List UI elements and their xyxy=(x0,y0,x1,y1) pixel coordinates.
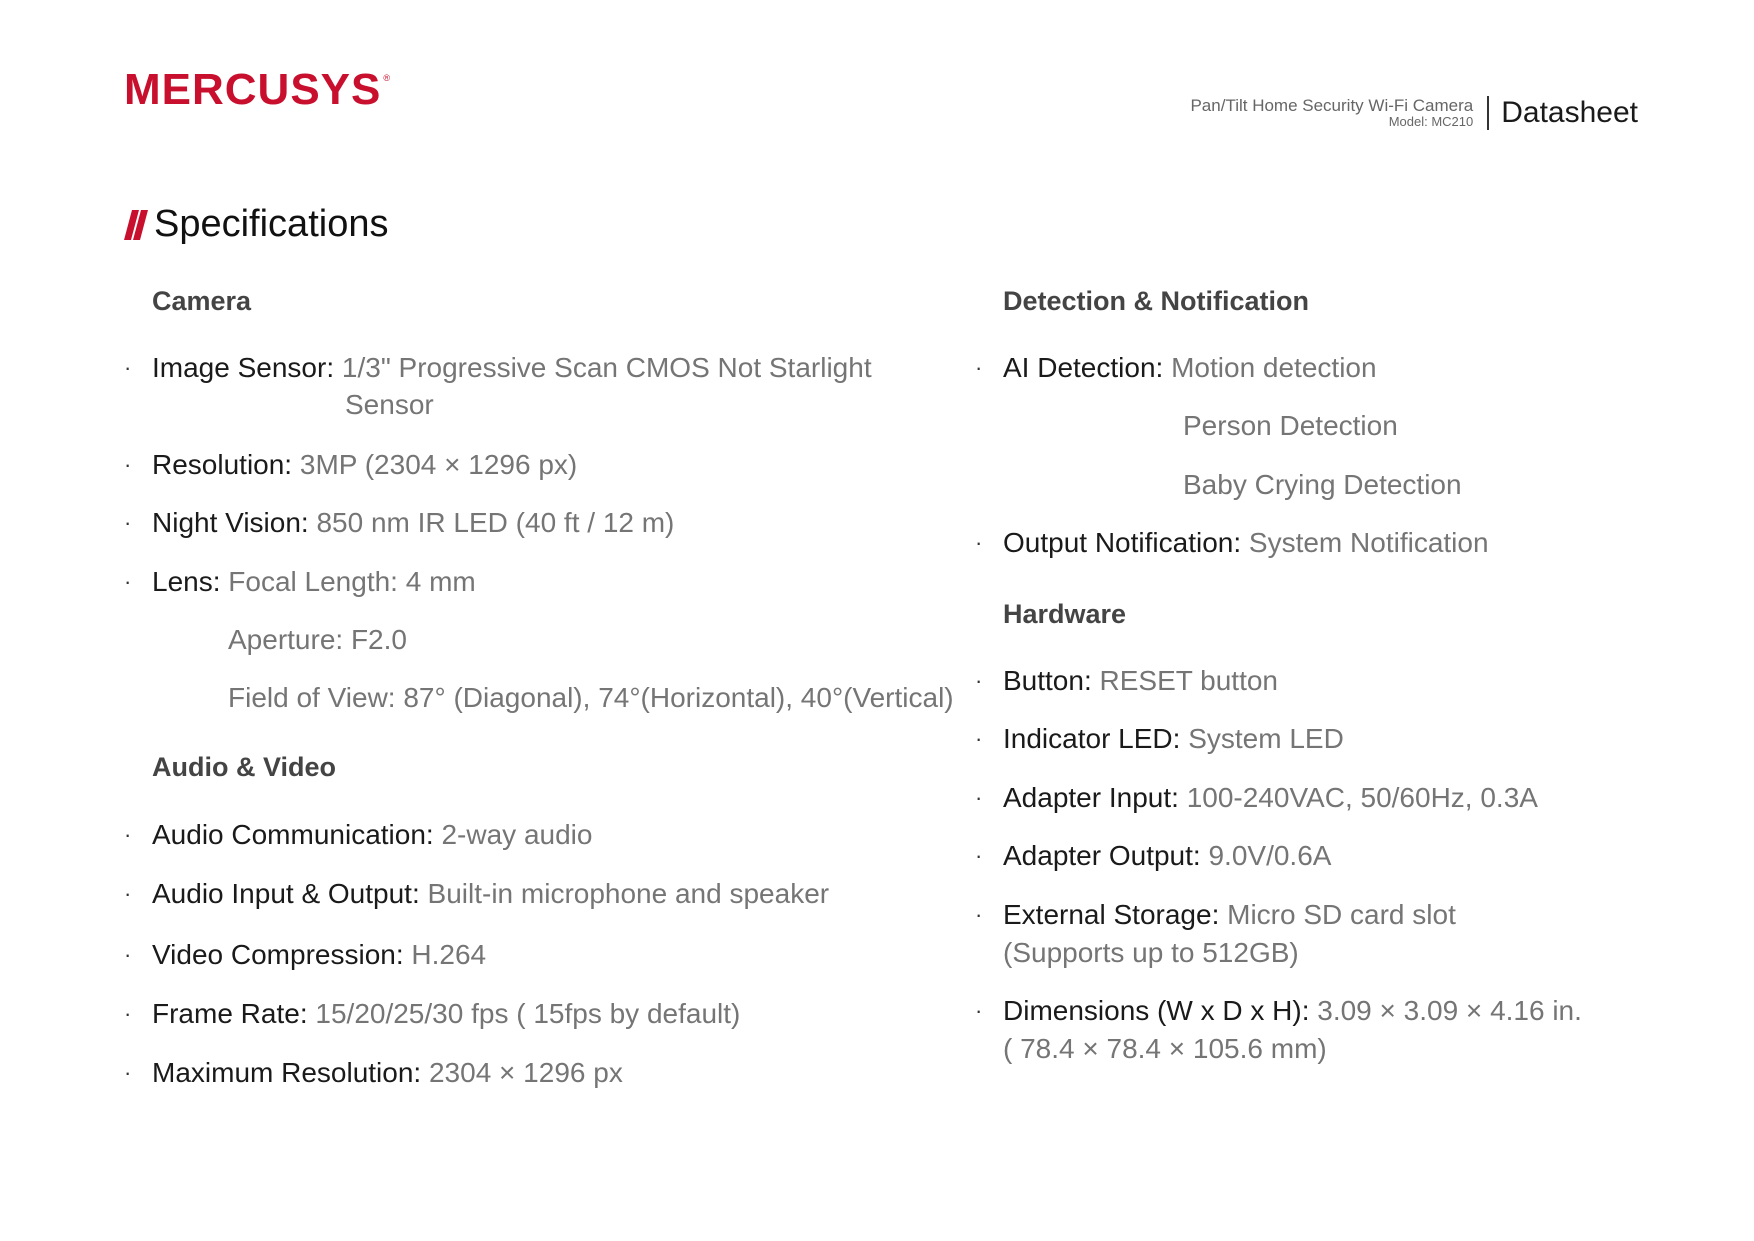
spec-label: Maximum Resolution: xyxy=(152,1057,422,1088)
spec-button xyxy=(975,662,1278,700)
registered-mark: ® xyxy=(383,73,392,83)
brand-name: MERCUSYS xyxy=(124,65,382,114)
spec-indicator-led xyxy=(975,720,1344,758)
bullet: · xyxy=(124,881,132,906)
bullet: · xyxy=(124,942,132,967)
brand-logo xyxy=(124,65,392,114)
spec-value: 3.09 × 3.09 × 4.16 in. xyxy=(1317,995,1582,1026)
spec-adapter-input xyxy=(975,779,1538,817)
bullet: · xyxy=(124,510,132,535)
spec-lens-fov: Field of View: 87° (Diagonal), 74°(Horizontal), 40°(Vertical) xyxy=(228,682,954,713)
document-type: Datasheet xyxy=(1501,96,1638,129)
spec-label: AI Detection: xyxy=(1003,352,1164,383)
model-number: Model: MC210 xyxy=(1388,114,1474,130)
hardware-heading: Hardware xyxy=(1003,599,1127,629)
bullet: · xyxy=(975,902,983,927)
spec-label: Adapter Input: xyxy=(1003,782,1179,813)
spec-output-notification xyxy=(975,524,1489,562)
spec-value: RESET button xyxy=(1099,665,1278,696)
bullet: · xyxy=(975,530,983,555)
spec-label: Output Notification: xyxy=(1003,527,1242,558)
spec-label: Dimensions (W x D x H): xyxy=(1003,995,1310,1026)
spec-ai-detection-person: Person Detection xyxy=(1183,410,1398,441)
spec-value: 1/3" Progressive Scan CMOS Not Starlight xyxy=(341,352,872,383)
spec-value: System Notification xyxy=(1248,527,1489,558)
spec-image-sensor xyxy=(124,349,872,387)
spec-value: Focal Length: 4 mm xyxy=(228,566,476,597)
spec-label: Image Sensor: xyxy=(152,352,335,383)
camera-heading: Camera xyxy=(152,286,252,316)
spec-value: 850 nm IR LED (40 ft / 12 m) xyxy=(316,507,675,538)
spec-lens xyxy=(124,563,476,601)
spec-night-vision xyxy=(124,504,675,542)
bullet: · xyxy=(975,726,983,751)
bullet: · xyxy=(975,843,983,868)
spec-ai-detection xyxy=(975,349,1377,387)
spec-value: Micro SD card slot xyxy=(1227,899,1456,930)
spec-value: Motion detection xyxy=(1171,352,1377,383)
spec-value: 3MP (2304 × 1296 px) xyxy=(299,449,578,480)
spec-value: H.264 xyxy=(411,939,487,970)
bullet: · xyxy=(124,569,132,594)
spec-label: Night Vision: xyxy=(152,507,309,538)
spec-value: 2304 × 1296 px xyxy=(428,1057,623,1088)
spec-video-compression xyxy=(124,936,487,974)
audio-video-heading: Audio & Video xyxy=(152,752,337,782)
spec-value: 100-240VAC, 50/60Hz, 0.3A xyxy=(1186,782,1538,813)
bullet: · xyxy=(124,355,132,380)
document-header xyxy=(1190,96,1638,130)
spec-label: External Storage: xyxy=(1003,899,1220,930)
spec-value: 2-way audio xyxy=(441,819,593,850)
spec-value: 9.0V/0.6A xyxy=(1208,840,1332,871)
bullet: · xyxy=(975,355,983,380)
header-divider xyxy=(1487,96,1489,130)
spec-resolution xyxy=(124,446,578,484)
bullet: · xyxy=(975,785,983,810)
bullet: · xyxy=(124,1001,132,1026)
spec-lens-aperture: Aperture: F2.0 xyxy=(228,624,407,655)
spec-label: Button: xyxy=(1003,665,1092,696)
spec-external-storage xyxy=(975,896,1456,934)
product-name: Pan/Tilt Home Security Wi-Fi Camera xyxy=(1190,95,1474,115)
spec-value: Built-in microphone and speaker xyxy=(427,878,830,909)
bullet: · xyxy=(975,998,983,1023)
specifications-title: Specifications xyxy=(154,203,389,245)
spec-audio-communication xyxy=(124,816,593,854)
spec-label: Video Compression: xyxy=(152,939,404,970)
spec-label: Resolution: xyxy=(152,449,293,480)
section-title xyxy=(124,203,388,246)
bullet: · xyxy=(975,668,983,693)
spec-ai-detection-baby: Baby Crying Detection xyxy=(1183,469,1462,500)
bullet: · xyxy=(124,452,132,477)
bullet: · xyxy=(124,1060,132,1085)
spec-external-storage-cont: (Supports up to 512GB) xyxy=(1003,937,1299,968)
spec-frame-rate xyxy=(124,995,741,1033)
spec-adapter-output xyxy=(975,837,1332,875)
spec-label: Lens: xyxy=(152,566,221,597)
spec-label: Audio Communication: xyxy=(152,819,434,850)
spec-label: Indicator LED: xyxy=(1003,723,1181,754)
spec-image-sensor-cont: Sensor xyxy=(345,389,434,420)
spec-dimensions-cont: ( 78.4 × 78.4 × 105.6 mm) xyxy=(1003,1033,1327,1064)
spec-value: 15/20/25/30 fps ( 15fps by default) xyxy=(315,998,741,1029)
detection-notification-heading: Detection & Notification xyxy=(1003,286,1310,316)
spec-audio-input-output xyxy=(124,875,830,913)
spec-label: Audio Input & Output: xyxy=(152,878,420,909)
spec-dimensions xyxy=(975,992,1582,1030)
spec-label: Frame Rate: xyxy=(152,998,308,1029)
double-slash-icon xyxy=(124,210,148,240)
spec-value: System LED xyxy=(1188,723,1344,754)
bullet: · xyxy=(124,822,132,847)
product-info xyxy=(1190,97,1473,130)
spec-label: Adapter Output: xyxy=(1003,840,1201,871)
spec-maximum-resolution xyxy=(124,1054,623,1092)
